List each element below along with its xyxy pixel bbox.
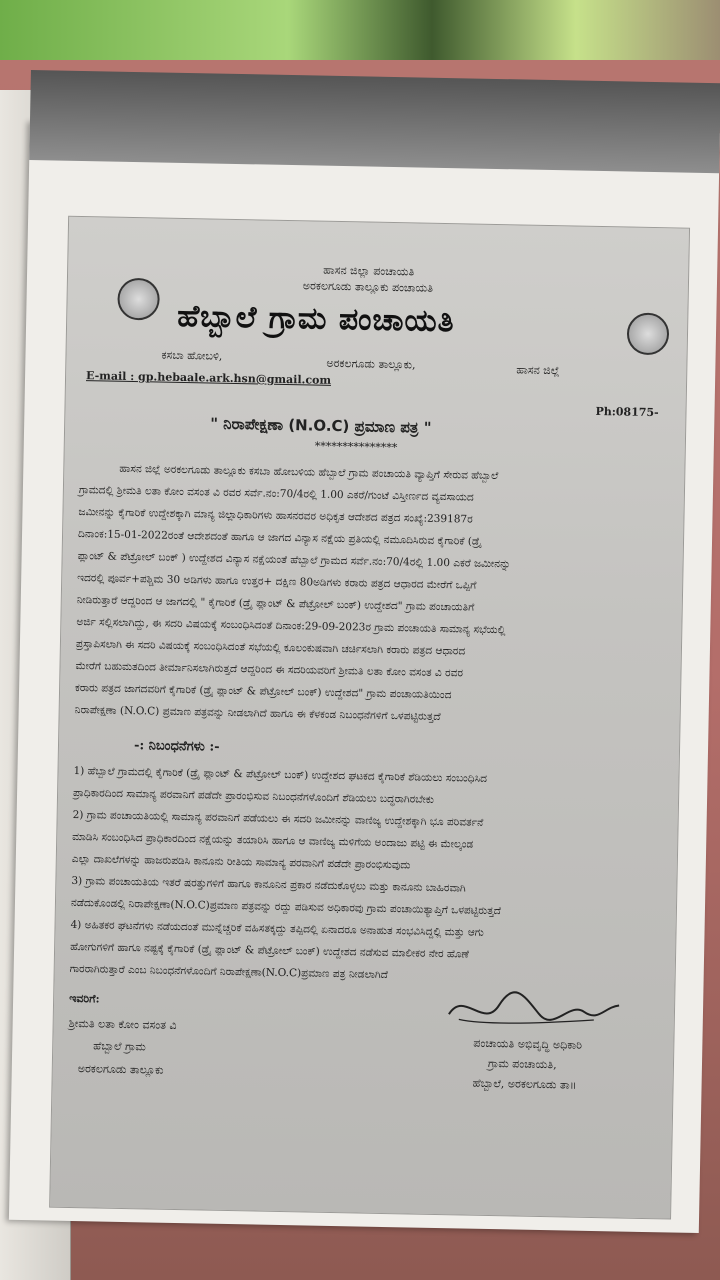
body-line: ನೀಡಿರುತ್ತಾರೆ ಆದ್ದರಿಂದ ಆ ಜಾಗದಲ್ಲಿ " ಕೈಗಾರಿಕೆ (ಡ್ರೈ ಪ್ಲಾಂಟ್ & ಪೆಟ್ರೋಲ್ ಬಂಕ್) ಉದ್ದೇಶದ" ಗ್ರಾಮ ಪಂಚಾಯತಿಗೆ — [76, 593, 475, 614]
body-line: ಅರ್ಜಿ ಸಲ್ಲಿಸಲಾಗಿದ್ದು, ಈ ಸದರಿ ವಿಷಯಕ್ಕೆ ಸಂಬಂಧಿಸಿದಂತೆ ದಿನಾಂಕ:29-09-2023ರ ಗ್ರಾಮ ಪಂಚಾಯತಿ ಸಾಮಾನ್ಯ ಸಭೆಯಲ್ಲಿ — [76, 615, 506, 637]
district-panchayat-line: ಹಾಸನ ಜಿಲ್ಲಾ ಪಂಚಾಯತಿ — [323, 263, 415, 279]
emblem-left-icon — [117, 278, 160, 321]
condition-line: ಮಾಡಿಸಿ ಸಂಬಂಧಿಸಿದ ಪ್ರಾಧಿಕಾರದಿಂದ ನಕ್ಷೆಯನ್ನು ತಯಾರಿಸಿ ಹಾಗೂ ಆ ವಾಣಿಜ್ಯ ಮಳಿಗೆಯ ಅಂದಾಜು ಪಟ್ಟಿ ಈ ಮೇಲ್ಕಂಡ — [72, 830, 474, 851]
title-divider: *************** — [314, 439, 398, 455]
page-title: ಹೆಬ್ಬಾಲೆ ಗ್ರಾಮ ಪಂಚಾಯತಿ — [176, 298, 455, 340]
condition-line: ಎಲ್ಲಾ ದಾಖಲೆಗಳನ್ನು ಹಾಜರುಪಡಿಸಿ ಕಾನೂನು ರೀತಿಯ ಸಾಮಾನ್ಯ ಪರವಾನಿಗೆ ಪಡೆದೇ ಪ್ರಾರಂಭಿಸುವುದು — [71, 852, 411, 872]
body-line: ಇದರಲ್ಲಿ ಪೂರ್ವ+ಪಶ್ಚಿಮ 30 ಅಡಿಗಳು ಹಾಗೂ ಉತ್ತರ+ ದಕ್ಷಿಣ 80ಅಡಿಗಳು ಕರಾರು ಪತ್ರದ ಆಧಾರದ ಮೇರೆಗೆ ಒಪ್ಪಿಗೆ — [77, 571, 477, 592]
taluk-line: ಅರಕಲಗೂಡು ತಾಲ್ಲೂಕು, — [326, 356, 416, 372]
document-page — [9, 120, 720, 1233]
body-line: ಕರಾರು ಪತ್ರದ ಜಾಗದವರಿಗೆ ಕೈಗಾರಿಕೆ (ಡ್ರೈ ಪ್ಲಾಂಟ್ & ಪೆಟ್ರೋಲ್ ಬಂಕ್) ಉದ್ದೇಶದ" ಗ್ರಾಮ ಪಂಚಾಯತಿಯಿಂದ — [74, 681, 452, 702]
recipient-name: ಶ್ರೀಮತಿ ಲತಾ ಕೋಂ ವಸಂತ ವಿ — [68, 1016, 177, 1032]
taluk-panchayat-line: ಅರಕಲಗೂಡು ತಾಲ್ಲೂಕು ಪಂಚಾಯತಿ — [302, 279, 434, 295]
signature — [444, 984, 625, 1037]
condition-line: 1) ಹೆಬ್ಬಾಲೆ ಗ್ರಾಮದಲ್ಲಿ ಕೈಗಾರಿಕೆ (ಡ್ರೈ ಪ್ಲಾಂಟ್ & ಪೆಟ್ರೋಲ್ ಬಂಕ್) ಉದ್ದೇಶದ ಘಟಕದ ಕೈಗಾರಿಕೆ ಶೆಡಿಯಲು ಸಂಬಂಧಿಸಿದ — [73, 764, 488, 785]
district-line: ಹಾಸನ ಜಿಲ್ಲೆ — [516, 363, 560, 378]
body-line: ಮೇರೆಗೆ ಬಹುಮತದಿಂದ ತೀರ್ಮಾನಿಸಲಾಗಿರುತ್ತದೆ ಆದ್ದರಿಂದ ಈ ಸದರಿಯವರಿಗೆ ಶ್ರೀಮತಿ ಲತಾ ಕೋಂ ವಸಂತ ವಿ ರವರ — [75, 659, 464, 680]
recipient-taluk: ಅರಕಲಗೂಡು ತಾಲ್ಲೂಕು — [77, 1062, 164, 1077]
body-line: ನಿರಾಪೇಕ್ಷಣಾ (N.O.C) ಪ್ರಮಾಣ ಪತ್ರವನ್ನು ನೀಡಲಾಗಿದೆ ಹಾಗೂ ಈ ಕೆಳಕಂಡ ನಿಬಂಧನೆಗಳಿಗೆ ಒಳಪಟ್ಟಿರುತ್ತದೆ — [74, 703, 441, 723]
condition-line: 4) ಅಹಿತಕರ ಘಟನೆಗಳು ನಡೆಯದಂತೆ ಮುನ್ನೆಚ್ಚರಿಕೆ ವಹಿಸತಕ್ಕದ್ದು ತಪ್ಪಿದಲ್ಲಿ ಏನಾದರೂ ಅನಾಹುತ ಸಂಭವಿಸಿದ್ದಲ್ಲಿ ಮತ್ತು ಆಗು — [70, 918, 484, 939]
body-line: ಗ್ರಾಮದಲ್ಲಿ ಶ್ರೀಮತಿ ಲತಾ ಕೋಂ ವಸಂತ ವಿ ರವರ ಸರ್ವೆ.ನಂ:70/4ರಲ್ಲಿ 1.00 ಎಕರೆ/ಗುಂಟೆ ವಿಸ್ತೀರ್ಣದ ವ್ಯವಸಾಯದ — [78, 484, 474, 504]
email-line: E-mail : gp.hebaale.ark.hsn@gmail.com — [85, 369, 332, 387]
condition-line: ಗಾರರಾಗಿರುತ್ತಾರೆ ಎಂಬ ನಿಬಂಧನೆಗಳೊಂದಿಗೆ ನಿರಾಪೇಕ್ಷಣಾ(N.O.C)ಪ್ರಮಾಣ ಪತ್ರ ನೀಡಲಾಗಿದೆ — [69, 962, 389, 982]
conditions-heading: -: ನಿಬಂಧನೆಗಳು :- — [133, 738, 220, 755]
doc-title: " ನಿರಾಪೇಕ್ಷಣಾ (N.O.C) ಪ್ರಮಾಣ ಪತ್ರ " — [210, 414, 432, 437]
scan-shadow-band — [29, 70, 720, 173]
recipient-heading: ಇವರಿಗೆ: — [69, 991, 100, 1006]
phone-line: Ph:08175- — [595, 404, 659, 420]
photocopy-area — [49, 216, 690, 1220]
hobli-line: ಕಸಬಾ ಹೋಬಳಿ, — [161, 348, 223, 363]
body-line: ಪ್ಲಾಂಟ್ & ಪೆಟ್ರೋಲ್ ಬಂಕ್ ) ಉದ್ದೇಶದ ವಿನ್ಯಾಸ ನಕ್ಷೆಯಂತೆ ಹೆಬ್ಬಾಲೆ ಗ್ರಾಮದ ಸರ್ವೆ.ನಂ:70/4ರಲ್ಲಿ 1.00 ಎಕರೆ ಜಮೀನನ್ನು — [77, 549, 511, 571]
condition-line: ಪ್ರಾಧಿಕಾರದಿಂದ ಸಾಮಾನ್ಯ ಪರವಾನಿಗೆ ಪಡೆದೇ ಪ್ರಾರಂಭಿಸುವ ನಿಬಂಧನೆಗಳೊಂದಿಗೆ ಶೆಡಿಯಲು ಬದ್ಧರಾಗಿರಬೇಕು — [72, 786, 435, 806]
signatory-place: ಹೆಬ್ಬಾಲೆ, ಅರಕಲಗೂಡು ತಾ॥ — [472, 1076, 577, 1092]
signatory-office: ಗ್ರಾಮ ಪಂಚಾಯತಿ, — [487, 1056, 557, 1072]
condition-line: ಹೋಗುಗಳಿಗೆ ಹಾಗೂ ನಷ್ಟಕ್ಕೆ ಕೈಗಾರಿಕೆ (ಡ್ರೈ ಪ್ಲಾಂಟ್ & ಪೆಟ್ರೋಲ್ ಬಂಕ್) ಉದ್ದೇಶದ ನಡೆಸುವ ಮಾಲೀಕರ ನೇರ ಹೊಣೆ — [70, 940, 470, 961]
condition-line: 2) ಗ್ರಾಮ ಪಂಚಾಯತಿಯಲ್ಲಿ ಸಾಮಾನ್ಯ ಪರವಾನಿಗೆ ಪಡೆಯಲು ಈ ಸದರಿ ಜಮೀನನ್ನು ವಾಣಿಜ್ಯ ಉದ್ದೇಶಕ್ಕಾಗಿ ಭೂ ಪರಿವರ್ತನೆ — [72, 808, 484, 829]
body-line: ಹಾಸನ ಜಿಲ್ಲೆ ಅರಕಲಗೂಡು ತಾಲ್ಲೂಕು ಕಸಬಾ ಹೋಬಳಿಯ ಹೆಬ್ಬಾಲೆ ಗ್ರಾಮ ಪಂಚಾಯತಿ ವ್ಯಾಪ್ತಿಗೆ ಸೇರುವ ಹೆಬ್ಬಾಲೆ — [119, 462, 499, 483]
signatory-title: ಪಂಚಾಯತಿ ಅಭಿವೃದ್ಧಿ ಅಧಿಕಾರಿ — [473, 1036, 583, 1052]
body-line: ಜಮೀನನ್ನು ಕೈಗಾರಿಕೆ ಉದ್ದೇಶಕ್ಕಾಗಿ ಮಾನ್ಯ ಜಿಲ್ಲಾಧಿಕಾರಿಗಳು ಹಾಸನರವರ ಅಧಿಕೃತ ಆದೇಶದ ಪತ್ರದ ಸಂಖ್ಯೆ:239187ರ — [78, 506, 473, 526]
recipient-village: ಹೆಬ್ಬಾಲೆ ಗ್ರಾಮ — [93, 1039, 146, 1054]
body-line: ದಿನಾಂಕ:15-01-2022ರಂತೆ ಆದೇಶದಂತೆ ಹಾಗೂ ಆ ಜಾಗದ ವಿನ್ಯಾಸ ನಕ್ಷೆಯ ಪ್ರತಿಯಲ್ಲಿ ನಮೂದಿಸಿರುವ ಕೈಗಾರಿಕೆ (ಡ್ರೈ — [77, 528, 482, 548]
emblem-right-icon — [627, 313, 670, 356]
body-line: ಪ್ರಸ್ತಾಪಿಸಲಾಗಿ ಈ ಸದರಿ ವಿಷಯಕ್ಕೆ ಸಂಬಂಧಿಸಿದಂತೆ ಸಭೆಯಲ್ಲಿ ಕೂಲಂಕುಷವಾಗಿ ಚರ್ಚಿಸಲಾಗಿ ಕರಾರು ಪತ್ರದ ಆಧಾರದ — [75, 637, 466, 658]
condition-line: ನಡೆದುಕೊಂಡಲ್ಲಿ ನಿರಾಪೇಕ್ಷಣಾ(N.O.C)ಪ್ರಮಾಣ ಪತ್ರವನ್ನು ರದ್ದು ಪಡಿಸುವ ಅಧಿಕಾರವು ಗ್ರಾಮ ಪಂಚಾಯಿತ್ಯಾಪ್ತಿಗೆ ಒಳಪಟ್ಟಿರುತ್ತದೆ — [70, 896, 501, 918]
condition-line: 3) ಗ್ರಾಮ ಪಂಚಾಯತಿಯ ಇತರೆ ಷರತ್ತುಗಳಿಗೆ ಹಾಗೂ ಕಾನೂನಿನ ಪ್ರಕಾರ ನಡೆದುಕೊಳ್ಳಲು ಮತ್ತು ಕಾನೂನು ಬಾಹಿರವಾಗಿ — [71, 874, 466, 895]
